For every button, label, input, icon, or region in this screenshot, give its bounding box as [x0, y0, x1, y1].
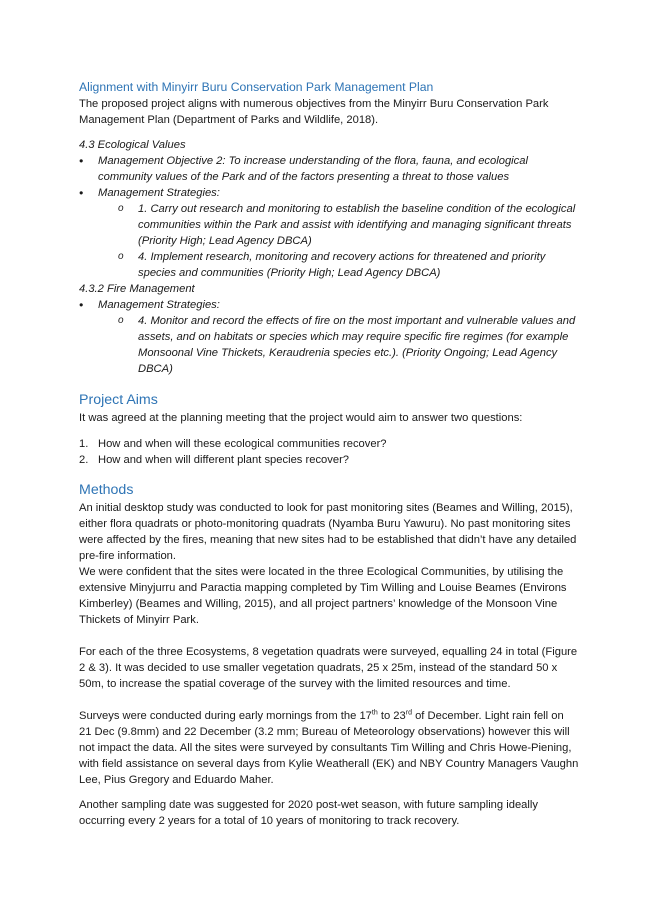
- project-aims-intro: It was agreed at the planning meeting that the project would aim to answer two questions:: [79, 412, 523, 424]
- methods-paragraph-1: An initial desktop study was conducted to look for past monitoring sites (Beames and Willing, 2015), either flora quadrats or photo-monitoring quadrats (Nyamba Buru Yawuru). No past monitoring sites were affected by the fires, meaning that new sites had to be established that didn’t have any detailed pre-fire information.: [79, 502, 577, 562]
- question-number: 1.: [79, 438, 89, 450]
- fire-strategies-bullet: [79, 297, 579, 313]
- aims-question-item: [79, 436, 579, 452]
- strategy-1-text: 1. Carry out research and monitoring to establish the baseline condition of the ecological communities within the Park and assist with identifying and managing significant threats (Priority High; Lead Agency DBCA): [138, 203, 576, 247]
- superscript-th: th: [371, 709, 378, 717]
- alignment-intro: The proposed project aligns with numerous objectives from the Minyirr Buru Conservation Park Management Plan (Department of Parks and Wildlife, 2018).: [79, 98, 549, 126]
- methods-paragraph-4: [79, 708, 579, 788]
- bullet-icon: •: [79, 186, 84, 200]
- circle-bullet-icon: o: [118, 203, 124, 214]
- project-aims-heading: Project Aims: [79, 392, 158, 408]
- objective-bullet: [79, 153, 579, 185]
- p4-part-a: Surveys were conducted during early mornings from the 17: [79, 710, 372, 722]
- fire-management-heading: 4.3.2 Fire Management: [79, 283, 195, 295]
- circle-bullet-icon: o: [118, 251, 124, 262]
- strategy-1-item: [79, 201, 579, 249]
- p4-part-c: of December. Light rain fell on 21 Dec (9.8mm) and 22 December (3.2 mm; Bureau of Meteorology observations) however this will not impact the data. All the sites were surveyed by consultants Tim Willing and Chris Howe-Piening, with field assistance on several days from Kylie Weatherall (EK) and NBY Country Managers Vaughn Lee, Pius Gregory and Eduardo Maher.: [79, 710, 579, 786]
- methods-paragraph-2: We were confident that the sites were located in the three Ecological Communities, by utilising the extensive Minyjurru and Paractia mapping completed by Tim Willing and Louise Beames (Environs Kimberley) (Beames and Willing, 2015), and all project partners’ knowledge of the Monsoon Vine Thickets of Minyirr Park.: [79, 566, 567, 626]
- fire-strategies-label: Management Strategies:: [98, 299, 220, 311]
- question-text: How and when will different plant species recover?: [98, 454, 350, 466]
- bullet-icon: •: [79, 154, 84, 168]
- aims-question-item: [79, 452, 579, 468]
- bullet-icon: •: [79, 298, 84, 312]
- strategies-bullet: [79, 185, 579, 201]
- circle-bullet-icon: o: [118, 315, 124, 326]
- fire-strategy-4-item: [79, 313, 579, 377]
- aims-question-list: [79, 436, 579, 468]
- strategies-label: Management Strategies:: [98, 187, 220, 199]
- strategy-4-item: [79, 249, 579, 281]
- page-content: [79, 79, 579, 829]
- methods-paragraph-3: For each of the three Ecosystems, 8 vegetation quadrats were surveyed, equalling 24 in total (Figure 2 & 3). It was decided to use smaller vegetation quadrats, 25 x 25m, instead of the standard 50 x 50m, to increase the spatial coverage of the survey with the limited resources and time.: [79, 646, 578, 690]
- methods-paragraph-5: Another sampling date was suggested for 2020 post-wet season, with future sampling ideally occurring every 2 years for a total of 10 years of monitoring to track recovery.: [79, 799, 538, 827]
- objective-text: Management Objective 2: To increase understanding of the flora, fauna, and ecological community values of the Park and of the factors presenting a threat to those values: [98, 155, 528, 183]
- ecological-values-heading: 4.3 Ecological Values: [79, 139, 186, 151]
- question-text: How and when will these ecological communities recover?: [98, 438, 387, 450]
- fire-strategy-4-text: 4. Monitor and record the effects of fire on the most important and vulnerable values and assets, and on habitats or species which may require specific fire regimes (for example Monsoonal Vine Thickets, Keraudrenia species etc.). (Priority Ongoing; Lead Agency DBCA): [138, 315, 576, 375]
- methods-heading: Methods: [79, 482, 134, 498]
- alignment-heading: Alignment with Minyirr Buru Conservation Park Management Plan: [79, 80, 434, 94]
- p4-part-b: to 23: [377, 710, 406, 722]
- superscript-rd: rd: [405, 709, 412, 717]
- strategy-4-text: 4. Implement research, monitoring and recovery actions for threatened and priority species and communities (Priority High; Lead Agency DBCA): [138, 251, 546, 279]
- question-number: 2.: [79, 454, 89, 466]
